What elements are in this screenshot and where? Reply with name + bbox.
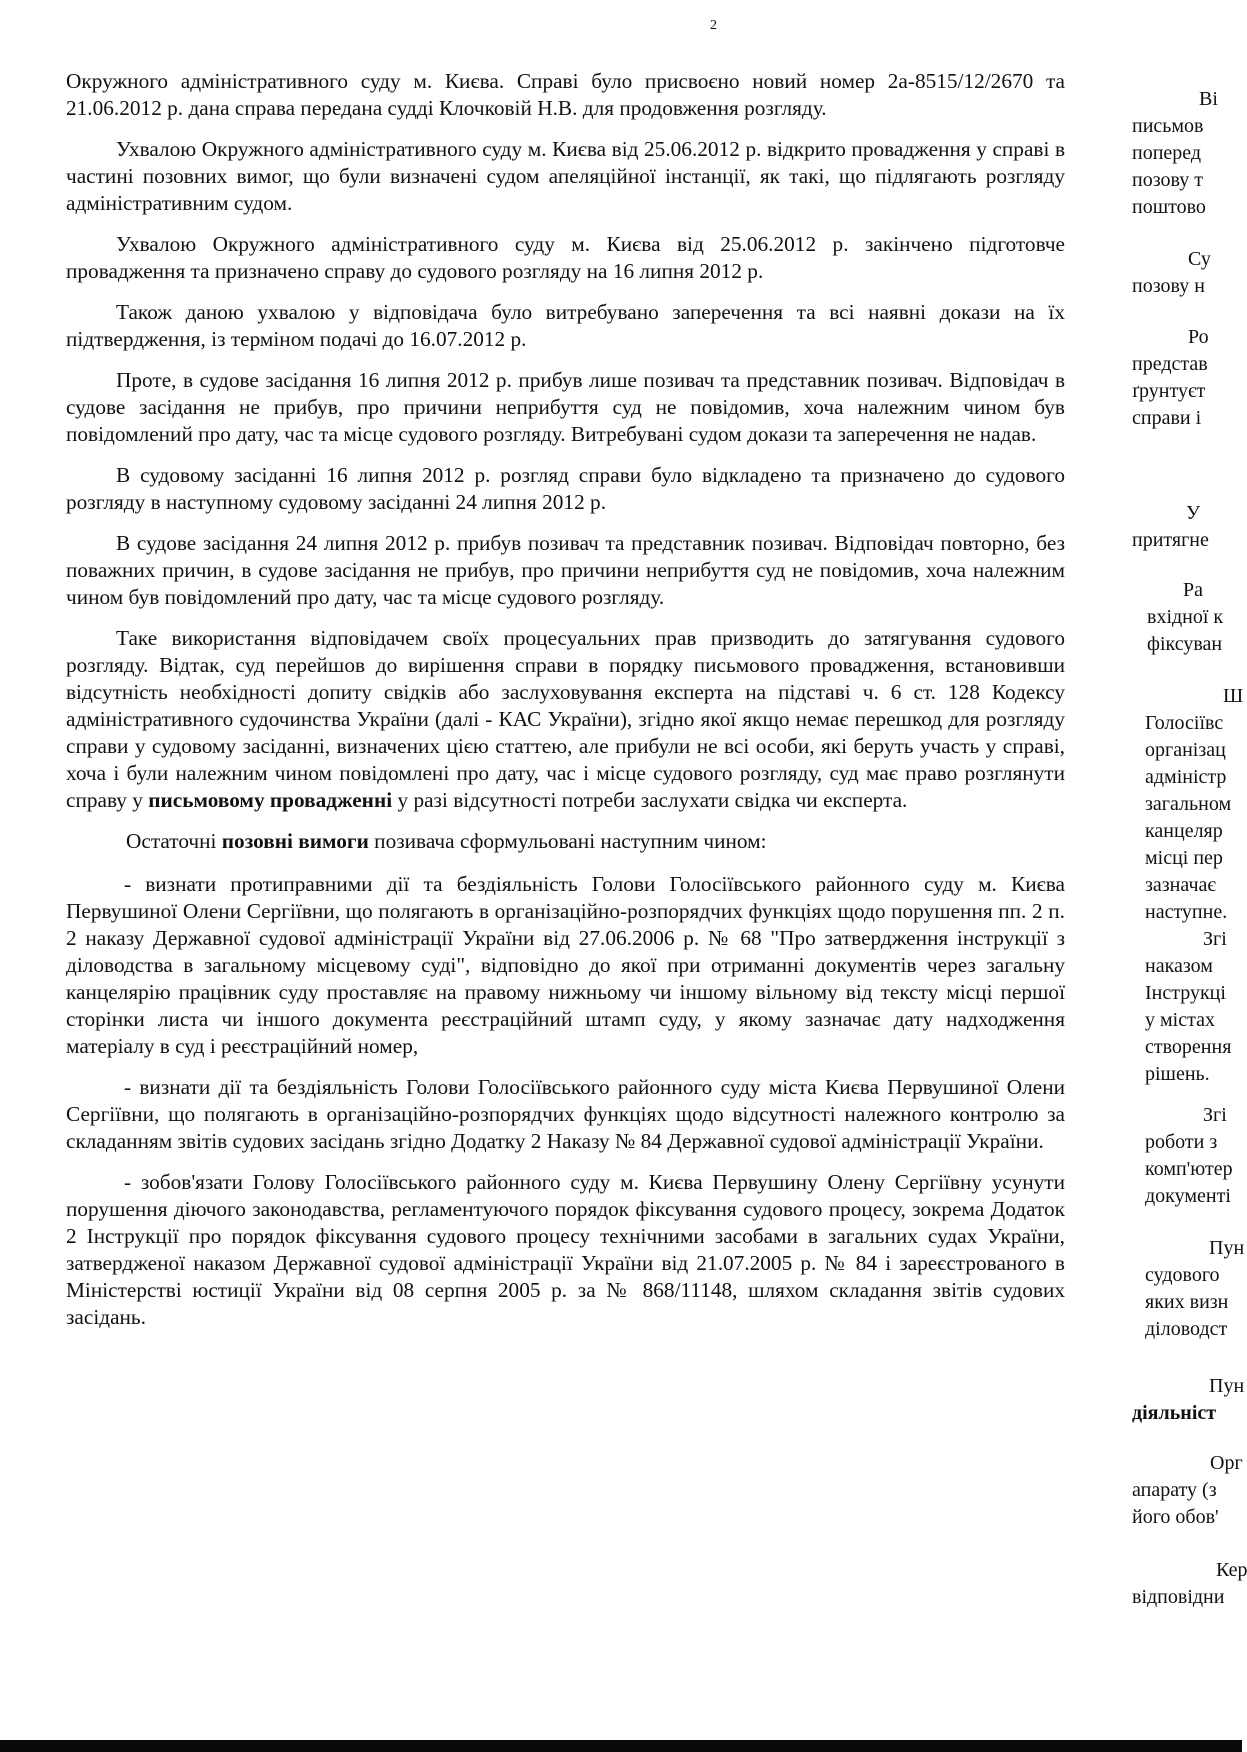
fragment-line: вхідної к [1147,606,1224,628]
text-run: позивача сформульовані наступним чином: [368,829,767,853]
text-run: Таке використання відповідачем своїх процесуальних прав призводить до затягування судового розгляду. Відтак, суд перейшов до вирішення справи в порядку письмового провадження, встановивши відсутність необхідності допиту свідків або заслуховування експерта на підставі ч. 6 ст. 128 Кодексу адміністративного судочинства України (далі - КАС України), згідно якої якщо немає перешкод для розгляду справи у судовому засіданні, визначених цією статтею, але прибули не всі особи, які беруть участь у справі, хоча і були належним чином повідомлені про дату, час і місце судового розгляду, суд має право розглянути справу у [66,626,1065,812]
fragment-line: Ш [1223,685,1244,707]
fragment-line: Голосіївс [1145,712,1224,734]
emphasis: письмовому провадженні [148,788,393,812]
fragment-line: Пун [1209,1237,1245,1259]
fragment-line: апарату (з [1132,1479,1217,1501]
text-run: Остаточні [126,829,222,853]
adjacent-page-fragment [1131,0,1247,1752]
fragment-line: позову т [1132,169,1203,191]
text-run: у разі відсутності потреби заслухати свідка чи експерта. [392,788,908,812]
fragment-line: справи і [1132,407,1202,429]
fragment-line: поперед [1132,142,1202,164]
fragment-line: створення [1145,1036,1232,1058]
fragment-line: канцеляр [1145,820,1223,842]
fragment-line: Згі [1203,928,1227,950]
fragment-line: судового [1145,1264,1220,1286]
fragment-line: діловодст [1145,1318,1228,1340]
fragment-line: наказом [1145,955,1213,977]
fragment-line: Кер [1216,1559,1247,1581]
paragraph: Проте, в судове засідання 16 липня 2012 р. прибув лише позивач та представник позивач. Відповідач в судове засідання не прибув, про причини неприбуття суд не повідомив, хоча належним чином був повідомлений про дату, час та місце судового розгляду. Витребувані судом докази та заперечення не надав. [66,368,1065,446]
fragment-line: його обов' [1132,1506,1219,1528]
paragraph: Окружного адміністративного суду м. Києва. Справі було присвоєно новий номер 2а-8515/12/2670 та 21.06.2012 р. дана справа передана судді Клочковій Н.В. для продовження розгляду. [66,69,1065,120]
claims-intro [66,828,1065,855]
paragraph: Ухвалою Окружного адміністративного суду м. Києва від 25.06.2012 р. відкрито провадження у справі в частині позовних вимог, що були визначені судом апеляційної інстанції, як такі, що підлягають розгляду адміністративним судом. [66,137,1065,215]
fragment-line: Ро [1188,326,1209,348]
claim-item: - зобов'язати Голову Голосіївського районного суду м. Києва Первушину Олену Сергіївну усунути порушення діючого законодавства, регламентуючого порядок фіксування судового процесу, зокрема Додаток 2 Інструкції про порядок фіксування судового процесу технічними засобами в загальних судах України, затвердженої наказом Державної судової адміністрації України від 21.07.2005 р. № 84 і зареєстрованого в Міністерстві юстиції України від 08 серпня 2005 р. за № 868/11148, шляхом складання звітів судових засідань. [66,1170,1065,1329]
fragment-line: Пун [1209,1375,1245,1397]
fragment-line: у містах [1145,1009,1215,1031]
fragment-line: відповідни [1132,1586,1225,1608]
fragment-line: діяльніст [1132,1402,1217,1424]
fragment-line: Інструкці [1145,982,1226,1004]
fragment-line: адміністр [1145,766,1227,788]
written-proceedings-paragraph [66,625,1065,814]
fragment-line: ґрунтуєт [1132,380,1206,402]
fragment-line: комп'ютер [1145,1158,1233,1180]
fragment-line: наступне. [1145,901,1228,923]
paragraph: В судове засідання 24 липня 2012 р. прибув позивач та представник позивач. Відповідач повторно, без поважних причин, в судове засідання не прибув, про причини неприбуття суд не повідомив, хоча належним чином був повідомлений про дату, час та місце судового розгляду. [66,531,1065,609]
fragment-line: У [1186,502,1201,524]
fragment-line: представ [1132,353,1208,375]
fragment-line: письмов [1132,115,1204,137]
fragment-line: рішень. [1145,1063,1210,1085]
page-number: 2 [710,18,717,33]
fragment-line: Орг [1210,1452,1243,1474]
fragment-line: поштово [1132,196,1206,218]
fragment-line: місці пер [1145,847,1223,869]
fragment-line: загальном [1145,793,1232,815]
paragraph: Ухвалою Окружного адміністративного суду м. Києва від 25.06.2012 р. закінчено підготовче провадження та призначено справу до судового розгляду на 16 липня 2012 р. [66,232,1065,283]
fragment-line: яких визн [1145,1291,1229,1313]
fragment-line: роботи з [1145,1131,1218,1153]
paragraph: Також даною ухвалою у відповідача було витребувано заперечення та всі наявні докази на їх підтвердження, із терміном подачі до 16.07.2012 р. [66,300,1065,351]
emphasis: позовні вимоги [221,829,369,853]
claim-item: - визнати дії та бездіяльність Голови Голосіївського районного суду міста Києва Первушиної Олени Сергіївни, що полягають в організаційно-розпорядчих функціях щодо відсутності належного контролю за складанням звітів судових засідань згідно Додатку 2 Наказу № 84 Державної судової адміністрації України. [66,1075,1065,1153]
main-text-column [66,68,1065,1345]
fragment-line: фіксуван [1147,633,1223,655]
fragment-line: Су [1188,248,1211,270]
paragraph: В судовому засіданні 16 липня 2012 р. розгляд справи було відкладено та призначено до судового розгляду в наступному судовому засіданні 24 липня 2012 р. [66,463,1065,514]
scan-edge-bar [0,1740,1242,1752]
fragment-line: документі [1145,1185,1231,1207]
fragment-line: Ра [1183,579,1203,601]
fragment-line: Згі [1203,1104,1227,1126]
fragment-line: позову н [1132,275,1205,297]
fragment-line: притягне [1132,529,1209,551]
fragment-line: організац [1145,739,1226,761]
fragment-line: Ві [1199,88,1218,110]
claim-item: - визнати протиправними дії та бездіяльність Голови Голосіївського районного суду м. Києва Первушиної Олени Сергіївни, що полягають в організаційно-розпорядчих функціях щодо порушення пп. 2 п. 2 наказу Державної судової адміністрації України від 27.06.2006 р. № 68 "Про затвердження інструкції з діловодства в загальному місцевому суді", відповідно до якої при отриманні документів через загальну канцелярію працівник суду проставляє на правому нижньому чи іншому вільному від тексту місці першої сторінки листа чи іншого документа реєстраційний штамп суду, у якому зазначає дату надходження матеріалу в суд і реєстраційний номер, [66,872,1065,1058]
fragment-line: зазначає [1145,874,1216,896]
